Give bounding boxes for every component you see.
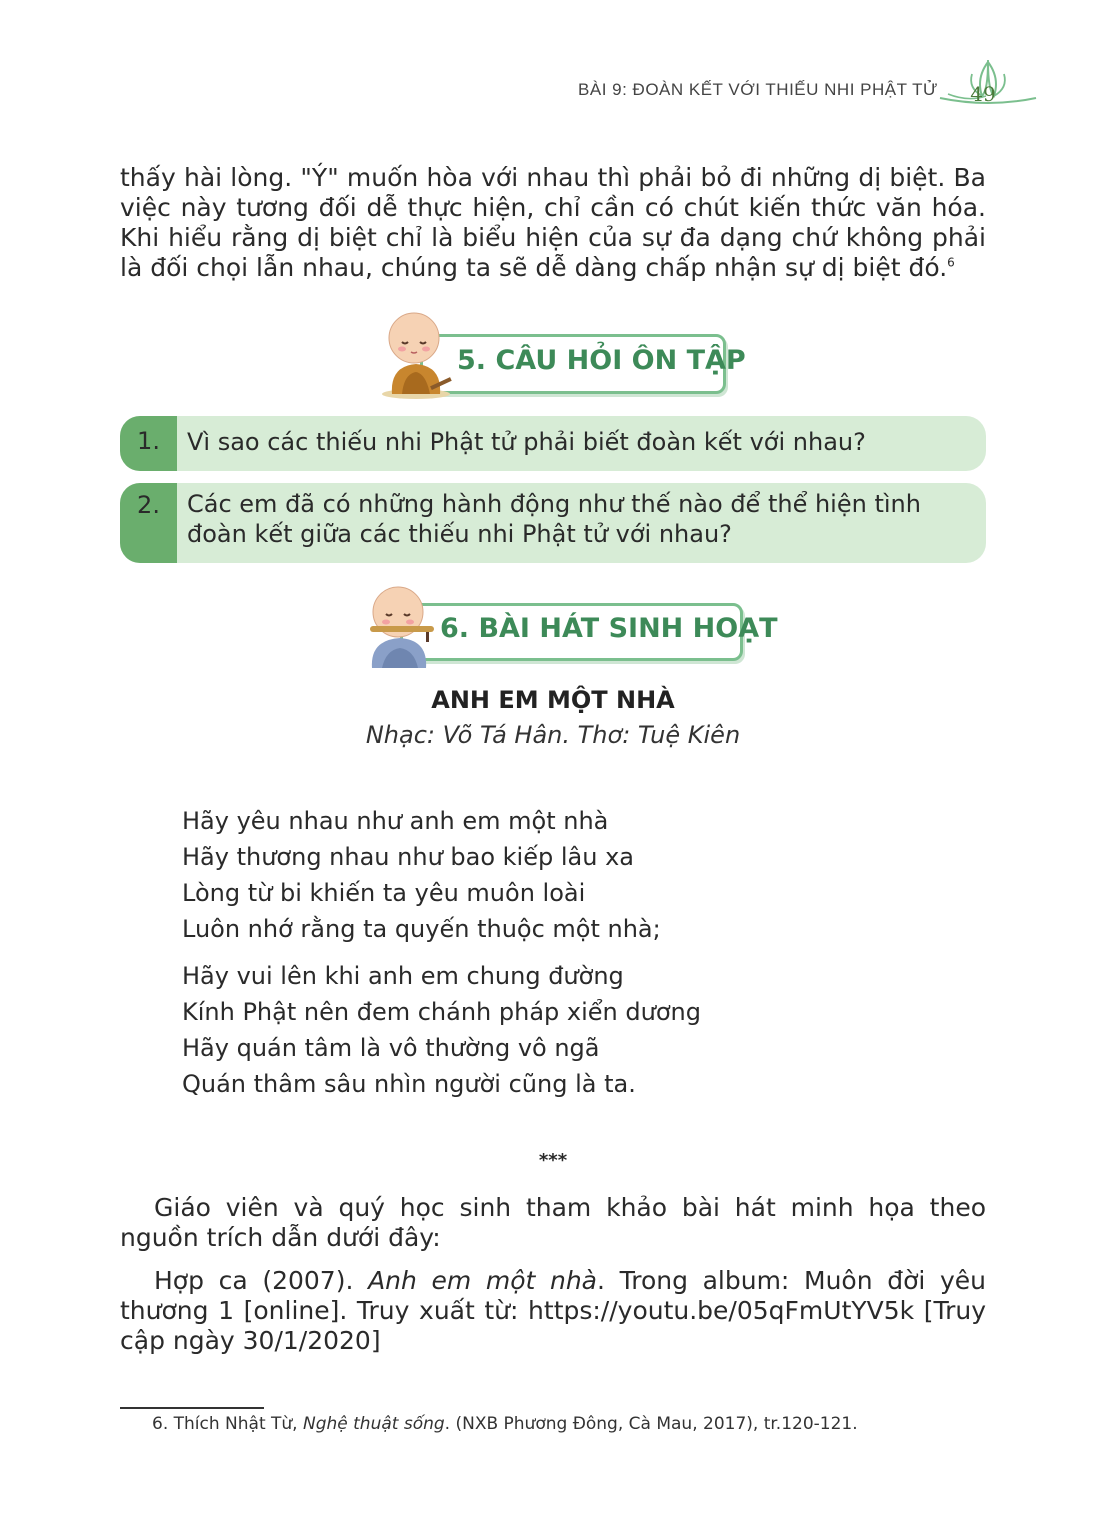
lyric-line: Hãy yêu nhau như anh em một nhà [182,807,609,835]
page-number: 49 [970,82,996,106]
lyric-line: Luôn nhớ rằng ta quyến thuộc một nhà; [182,915,661,943]
reference-intro: Giáo viên và quý học sinh tham khảo bài hát minh họa theo nguồn trích dẫn dưới đây: [120,1193,986,1252]
footnote-prefix: 6. Thích Nhật Từ, [152,1414,303,1434]
question-text: Các em đã có những hành động như thế nào để thể hiện tình đoàn kết giữa các thiếu nhi Phật tử với nhau? [187,490,921,548]
song-credit: Nhạc: Võ Tá Hân. Thơ: Tuệ Kiên [365,721,741,749]
section6-title: 6. BÀI HÁT SINH HOẠT [440,613,778,644]
song-title: ANH EM MỘT NHÀ [431,686,675,714]
monk-flute-illustration [362,582,442,670]
footnote-title: Nghệ thuật sống [302,1414,445,1434]
lyric-line: Kính Phật nên đem chánh pháp xiển dương [182,998,701,1026]
footnote [152,1414,858,1434]
section5-title: 5. CÂU HỎI ÔN TẬP [457,345,746,376]
reference-suffix: . Trong album: Muôn đời yêu thương 1 [online]. Truy xuất từ: https://youtu.be/05qFmUtYV5k [Truy cập ngày 30/1/2020] [120,1266,986,1355]
question-row-1 [120,416,986,471]
footnote-divider [120,1407,264,1409]
reference-entry [120,1266,986,1356]
reference-title: Anh em một nhà [368,1266,598,1295]
lyric-line: Hãy thương nhau như bao kiếp lâu xa [182,843,634,871]
lyric-line: Hãy vui lên khi anh em chung đường [182,962,624,990]
footnote-suffix: . (NXB Phương Đông, Cà Mau, 2017), tr.120-121. [444,1414,858,1434]
intro-paragraph [120,163,986,283]
lyric-line: Lòng từ bi khiến ta yêu muôn loài [182,879,586,907]
question-number: 2. [137,491,160,519]
footnote-mark: 6 [947,255,955,270]
question-row-2 [120,483,986,563]
running-title: BÀI 9: ĐOÀN KẾT VỚI THIẾU NHI PHẬT TỬ [578,80,938,99]
intro-text: thấy hài lòng. "Ý" muốn hòa với nhau thì phải bỏ đi những dị biệt. Ba việc này tương đối dễ thực hiện, chỉ cần có chút kiến thức văn hóa. Khi hiểu rằng dị biệt chỉ là biểu hiện của sự đa dạng chứ không phải là đối chọi lẫn nhau, chúng ta sẽ dễ dàng chấp nhận sự dị biệt đó. [120,163,986,282]
lyric-line: Hãy quán tâm là vô thường vô ngã [182,1034,600,1062]
question-number: 1. [137,427,160,455]
monk-writing-illustration [380,308,456,400]
lyric-line: Quán thâm sâu nhìn người cũng là ta. [182,1070,636,1098]
reference-prefix: Hợp ca (2007). [154,1266,369,1295]
question-text: Vì sao các thiếu nhi Phật tử phải biết đoàn kết với nhau? [187,428,866,456]
section-separator: *** [538,1150,568,1171]
